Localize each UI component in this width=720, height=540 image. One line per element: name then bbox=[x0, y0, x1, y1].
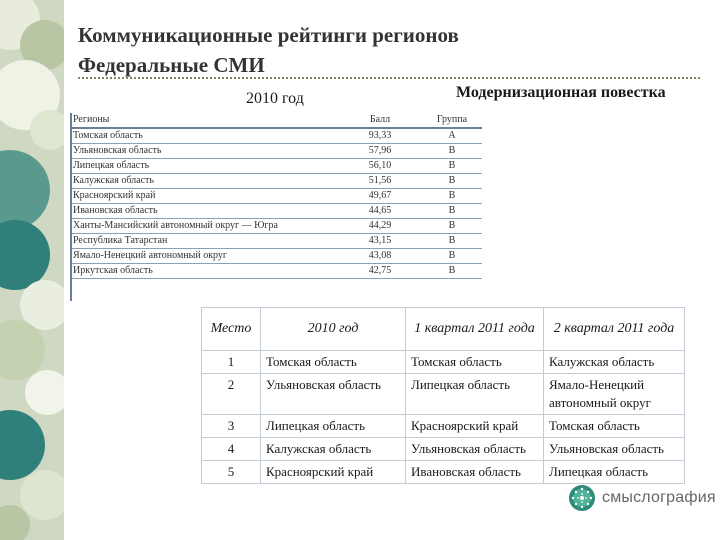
ratings-table bbox=[70, 113, 482, 279]
table-row bbox=[70, 144, 482, 159]
column-header: 2010 год bbox=[261, 308, 406, 351]
region-cell: Республика Татарстан bbox=[70, 234, 338, 249]
decorative-circles bbox=[0, 0, 64, 540]
table-row bbox=[70, 159, 482, 174]
region-2010: Ульяновская область bbox=[261, 374, 406, 415]
places-table bbox=[201, 307, 685, 484]
score-cell: 44,29 bbox=[338, 219, 422, 234]
places-header-row bbox=[202, 308, 685, 351]
region-q2-2011: Липецкая область bbox=[544, 461, 685, 484]
score-cell: 44,65 bbox=[338, 204, 422, 219]
table-header-row bbox=[70, 113, 482, 128]
subtitle-agenda: Модернизационная повестка bbox=[456, 84, 666, 101]
region-2010: Липецкая область bbox=[261, 415, 406, 438]
region-q2-2011: Калужская область bbox=[544, 351, 685, 374]
score-cell: 49,67 bbox=[338, 189, 422, 204]
group-cell: B bbox=[422, 174, 482, 189]
place-number: 3 bbox=[202, 415, 261, 438]
group-cell: B bbox=[422, 249, 482, 264]
logo-text: смыслография bbox=[602, 489, 716, 506]
place-number: 2 bbox=[202, 374, 261, 415]
region-q1-2011: Красноярский край bbox=[406, 415, 544, 438]
places-row bbox=[202, 374, 685, 415]
region-q2-2011: Ульяновская область bbox=[544, 438, 685, 461]
group-cell: B bbox=[422, 204, 482, 219]
places-row bbox=[202, 415, 685, 438]
group-cell: B bbox=[422, 189, 482, 204]
score-cell: 56,10 bbox=[338, 159, 422, 174]
table-row bbox=[70, 204, 482, 219]
title-line-2: Федеральные СМИ bbox=[78, 53, 265, 77]
column-header: 2 квартал 2011 года bbox=[544, 308, 685, 351]
table-row bbox=[70, 189, 482, 204]
region-cell: Иркутская область bbox=[70, 264, 338, 279]
dotted-circle-logo-icon bbox=[568, 484, 596, 512]
region-q1-2011: Липецкая область bbox=[406, 374, 544, 415]
region-q2-2011: Ямало-Ненецкий автономный округ bbox=[544, 374, 685, 415]
ratings-table-image bbox=[70, 113, 482, 301]
table-left-border bbox=[70, 113, 72, 301]
region-2010: Красноярский край bbox=[261, 461, 406, 484]
region-2010: Калужская область bbox=[261, 438, 406, 461]
page-title bbox=[78, 20, 459, 80]
region-cell: Томская область bbox=[70, 128, 338, 144]
region-cell: Ульяновская область bbox=[70, 144, 338, 159]
score-cell: 43,08 bbox=[338, 249, 422, 264]
region-q2-2011: Томская область bbox=[544, 415, 685, 438]
table-row bbox=[70, 128, 482, 144]
group-cell: B bbox=[422, 219, 482, 234]
table-row bbox=[70, 249, 482, 264]
brand-logo bbox=[568, 484, 716, 512]
region-2010: Томская область bbox=[261, 351, 406, 374]
region-cell: Липецкая область bbox=[70, 159, 338, 174]
place-number: 4 bbox=[202, 438, 261, 461]
region-cell: Ивановская область bbox=[70, 204, 338, 219]
region-cell: Красноярский край bbox=[70, 189, 338, 204]
subtitle-year: 2010 год bbox=[246, 90, 304, 107]
group-cell: B bbox=[422, 144, 482, 159]
column-header: Регионы bbox=[70, 113, 338, 128]
group-cell: B bbox=[422, 159, 482, 174]
table-row bbox=[70, 234, 482, 249]
column-header: 1 квартал 2011 года bbox=[406, 308, 544, 351]
group-cell: A bbox=[422, 128, 482, 144]
score-cell: 51,56 bbox=[338, 174, 422, 189]
region-q1-2011: Ивановская область bbox=[406, 461, 544, 484]
region-cell: Ямало-Ненецкий автономный округ bbox=[70, 249, 338, 264]
region-cell: Ханты-Мансийский автономный округ — Югра bbox=[70, 219, 338, 234]
group-cell: B bbox=[422, 234, 482, 249]
table-row bbox=[70, 174, 482, 189]
group-cell: B bbox=[422, 264, 482, 279]
table-row bbox=[70, 264, 482, 279]
score-cell: 93,33 bbox=[338, 128, 422, 144]
place-number: 1 bbox=[202, 351, 261, 374]
column-header: Балл bbox=[338, 113, 422, 128]
score-cell: 57,96 bbox=[338, 144, 422, 159]
score-cell: 43,15 bbox=[338, 234, 422, 249]
table-row bbox=[70, 219, 482, 234]
column-header: Группа bbox=[422, 113, 482, 128]
region-q1-2011: Ульяновская область bbox=[406, 438, 544, 461]
title-divider bbox=[78, 77, 700, 79]
place-number: 5 bbox=[202, 461, 261, 484]
region-q1-2011: Томская область bbox=[406, 351, 544, 374]
column-header: Место bbox=[202, 308, 261, 351]
places-row bbox=[202, 438, 685, 461]
places-row bbox=[202, 351, 685, 374]
places-row bbox=[202, 461, 685, 484]
title-line-1: Коммуникационные рейтинги регионов bbox=[78, 23, 459, 47]
region-cell: Калужская область bbox=[70, 174, 338, 189]
score-cell: 42,75 bbox=[338, 264, 422, 279]
